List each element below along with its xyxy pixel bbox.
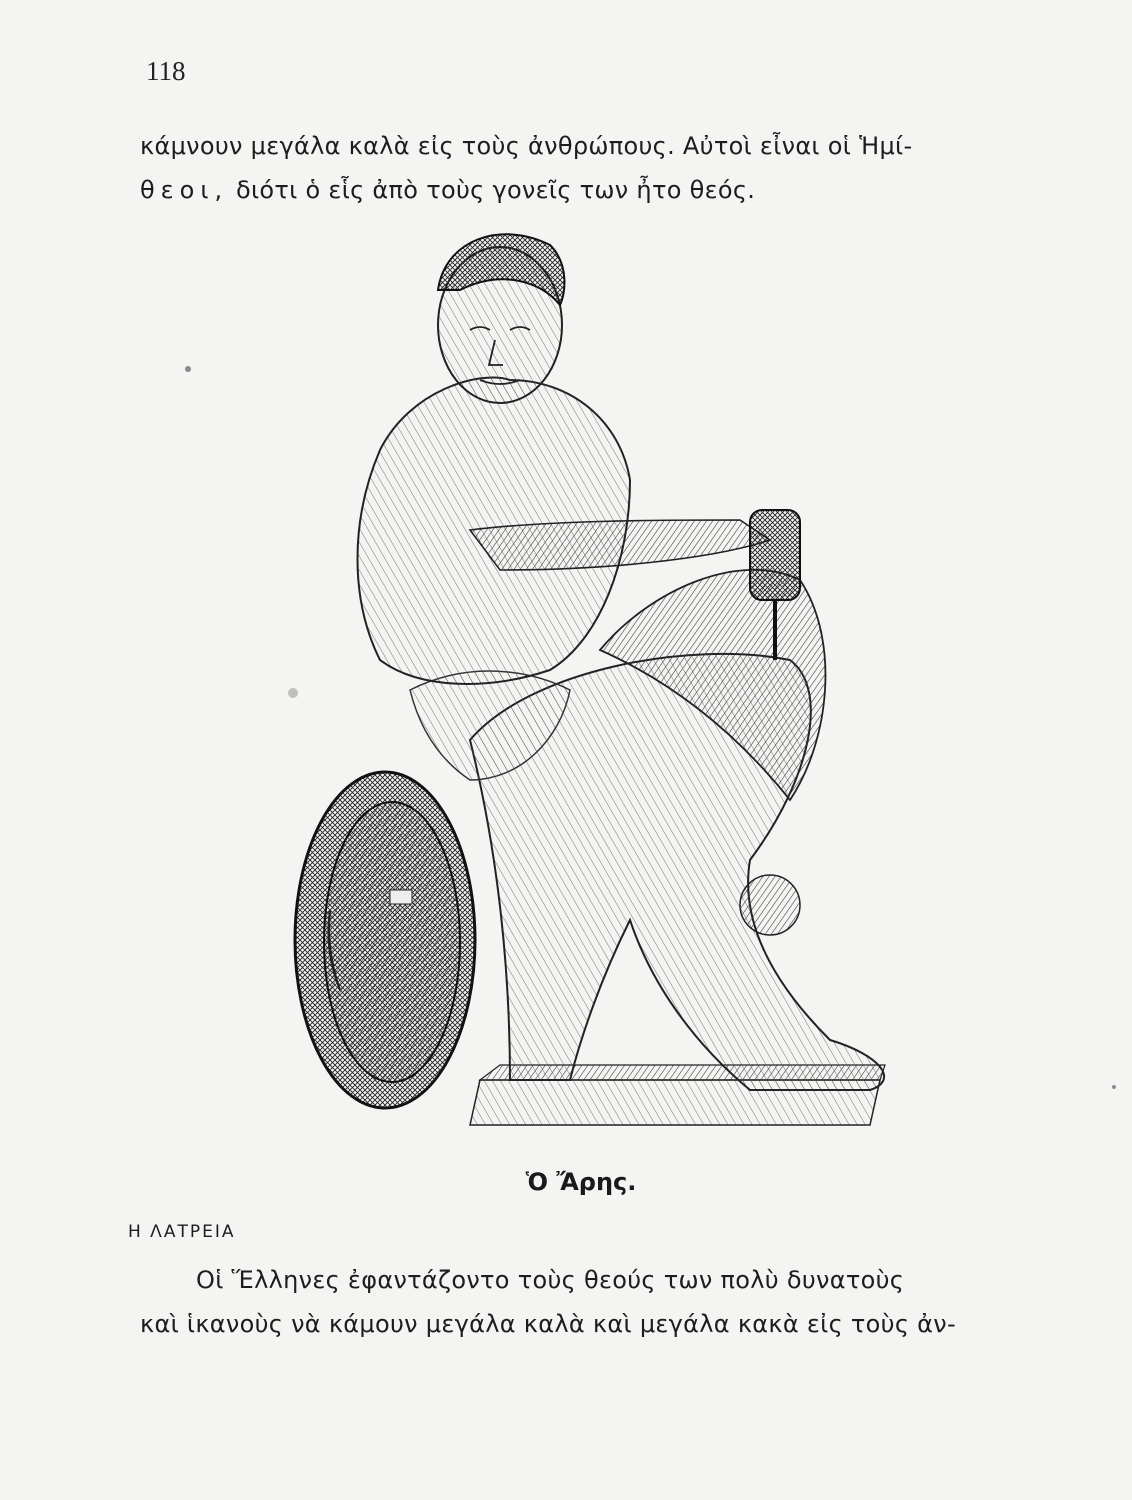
- paper-speck: [185, 366, 191, 372]
- intro-paragraph: [140, 124, 1050, 212]
- worship-paragraph: [140, 1258, 1050, 1346]
- page-number: 118: [146, 56, 186, 86]
- worship-line-2: καὶ ἱκανοὺς νὰ κάμουν μεγάλα καλὰ καὶ μεγάλα κακὰ εἰς τοὺς ἀν-: [140, 1310, 956, 1338]
- statue-head: [438, 234, 564, 403]
- section-heading: Η ΛΑΤΡΕΙΑ: [128, 1222, 236, 1242]
- cupid-head: [740, 875, 800, 935]
- intro-line-1: κάμνουν μεγάλα καλὰ εἰς τοὺς ἀνθρώπους. Αὐτοὶ εἶναι οἱ Ἡμί-: [140, 132, 913, 160]
- intro-spaced-word: θεοι,: [140, 176, 229, 204]
- ares-statue-illustration: [270, 220, 910, 1170]
- shield: [295, 772, 475, 1108]
- intro-line-2-rest: διότι ὁ εἷς ἀπὸ τοὺς γονεῖς των ἦτο θεός.: [228, 176, 756, 204]
- paper-speck: [288, 688, 298, 698]
- worship-line-1: Οἱ Ἕλληνες ἐφαντάζοντο τοὺς θεούς των πολὺ δυνατοὺς: [196, 1266, 905, 1294]
- paper-speck: [1112, 1085, 1116, 1089]
- figure-caption: Ὁ Ἄρης.: [525, 1168, 637, 1196]
- intro-line-2: [140, 168, 1050, 212]
